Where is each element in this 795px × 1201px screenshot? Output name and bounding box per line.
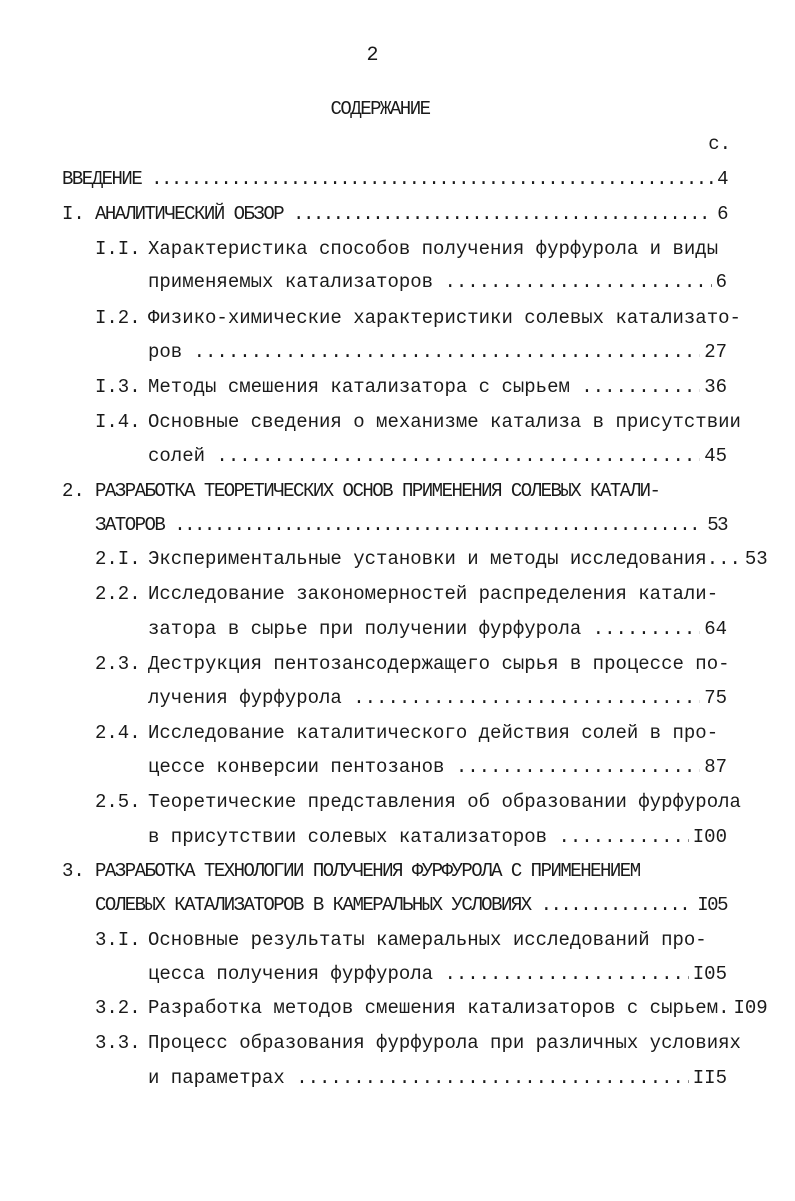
toc-entry-page: 53	[744, 548, 768, 570]
toc-entry-title-cont: применяемых катализаторов .....	[148, 270, 712, 294]
toc-entry-title-cont: ЗАТОРОВ .....	[95, 513, 703, 537]
toc-entry-title: АНАЛИТИЧЕСКИЙ ОБЗОР .....	[95, 202, 713, 226]
toc-entry-number: I.I.	[95, 238, 141, 260]
toc-entry-section-1-2	[148, 340, 727, 364]
toc-entry-number: I.2.	[95, 307, 141, 329]
toc-entry-section-3	[95, 893, 727, 917]
toc-entry-title: Разработка методов смешения катализаторов с сырьем.	[148, 997, 730, 1019]
toc-entry-title-cont: цессе конверсии пентозанов .....	[148, 755, 700, 779]
toc-entry-page: I05	[697, 894, 727, 916]
toc-entry-page: 75	[704, 687, 727, 709]
toc-entry-number: 3.3.	[95, 1032, 141, 1054]
page-title: СОДЕРЖАНИЕ	[330, 98, 430, 120]
toc-entry-section-1-4	[148, 444, 727, 468]
toc-entry-number: I.	[62, 203, 85, 225]
toc-entry-title-cont: цесса получения фурфурола .....	[148, 962, 689, 986]
toc-entry-title: Методы смешения катализатора с сырьем .....	[148, 375, 700, 399]
toc-entry-section-3-2	[148, 996, 768, 1020]
toc-entry-section-2-3	[148, 686, 727, 710]
toc-entry-number: 2.5.	[95, 791, 141, 813]
toc-entry-page: II5	[692, 1067, 727, 1089]
toc-entry-title: Характеристика способов получения фурфурола и виды	[148, 238, 719, 260]
toc-entry-number: 3.I.	[95, 929, 141, 951]
toc-entry-section-1	[95, 202, 727, 226]
toc-entry-section-1-1	[148, 270, 727, 294]
toc-entry-number: 3.	[62, 860, 85, 882]
toc-entry-title-cont: лучения фурфурола .....	[148, 686, 700, 710]
toc-entry-number: 3.2.	[95, 997, 141, 1019]
toc-entry-number: I.4.	[95, 411, 141, 433]
toc-entry-page: 64	[704, 618, 727, 640]
page-column-header: с.	[708, 133, 731, 155]
toc-entry-page: 87	[704, 756, 727, 778]
toc-entry-title: Основные сведения о механизме катализа в присутствии	[148, 411, 741, 433]
toc-entry-introduction	[62, 167, 727, 191]
toc-entry-title: Процесс образования фурфурола при различных условиях	[148, 1032, 741, 1054]
page-number: 2	[366, 44, 379, 67]
toc-entry-page: 6	[715, 271, 727, 293]
toc-entry-section-3-1	[148, 962, 727, 986]
toc-entry-number: 2.I.	[95, 548, 141, 570]
toc-entry-title: Теоретические представления об образовании фурфурола	[148, 791, 741, 813]
toc-entry-page: 36	[704, 376, 727, 398]
toc-entry-section-2-4	[148, 755, 727, 779]
toc-entry-title: Исследование каталитического действия солей в про-	[148, 722, 719, 744]
toc-entry-title: РАЗРАБОТКА ТЕХНОЛОГИИ ПОЛУЧЕНИЯ ФУРФУРОЛА С ПРИМЕНЕНИЕМ	[95, 860, 640, 882]
toc-entry-section-2-2	[148, 617, 727, 641]
toc-entry-page: I05	[692, 963, 727, 985]
toc-entry-section-2-5	[148, 825, 727, 849]
toc-entry-number: 2.3.	[95, 653, 141, 675]
toc-entry-title-cont: солей .....	[148, 444, 700, 468]
toc-entry-title-cont: ров .....	[148, 340, 700, 364]
toc-entry-section-2-1	[148, 547, 768, 571]
toc-entry-page: 4	[717, 168, 727, 190]
toc-entry-page: 53	[707, 514, 727, 536]
toc-entry-title: РАЗРАБОТКА ТЕОРЕТИЧЕСКИХ ОСНОВ ПРИМЕНЕНИЯ СОЛЕВЫХ КАТАЛИ-	[95, 480, 660, 502]
toc-entry-title: Основные результаты камеральных исследований про-	[148, 929, 707, 951]
toc-entry-title-cont: в присутствии солевых катализаторов .....	[148, 825, 689, 849]
toc-entry-number: I.3.	[95, 376, 141, 398]
toc-entry-section-2	[95, 513, 727, 537]
toc-entry-title: ВВЕДЕНИЕ .....	[62, 167, 713, 191]
toc-entry-title: Физико-химические характеристики солевых катализато-	[148, 307, 741, 329]
toc-entry-title-cont: СОЛЕВЫХ КАТАЛИЗАТОРОВ В КАМЕРАЛЬНЫХ УСЛОВИЯХ .....	[95, 893, 693, 917]
toc-entry-number: 2.4.	[95, 722, 141, 744]
toc-entry-number: 2.2.	[95, 583, 141, 605]
toc-entry-title-cont: затора в сырье при получении фурфурола .....	[148, 617, 700, 641]
toc-entry-section-3-3	[148, 1066, 727, 1090]
toc-entry-title: Деструкция пентозансодержащего сырья в процессе по-	[148, 653, 730, 675]
toc-entry-number: 2.	[62, 480, 85, 502]
toc-entry-page: I09	[733, 997, 768, 1019]
toc-entry-title-cont: и параметрах .....	[148, 1066, 689, 1090]
toc-entry-title: Исследование закономерностей распределения катали-	[148, 583, 719, 605]
toc-entry-page: 6	[717, 203, 727, 225]
toc-entry-page: I00	[692, 826, 727, 848]
toc-entry-page: 45	[704, 445, 727, 467]
toc-entry-page: 27	[704, 341, 727, 363]
toc-entry-section-1-3	[148, 375, 727, 399]
toc-entry-title: Экспериментальные установки и методы исследования...	[148, 548, 741, 570]
